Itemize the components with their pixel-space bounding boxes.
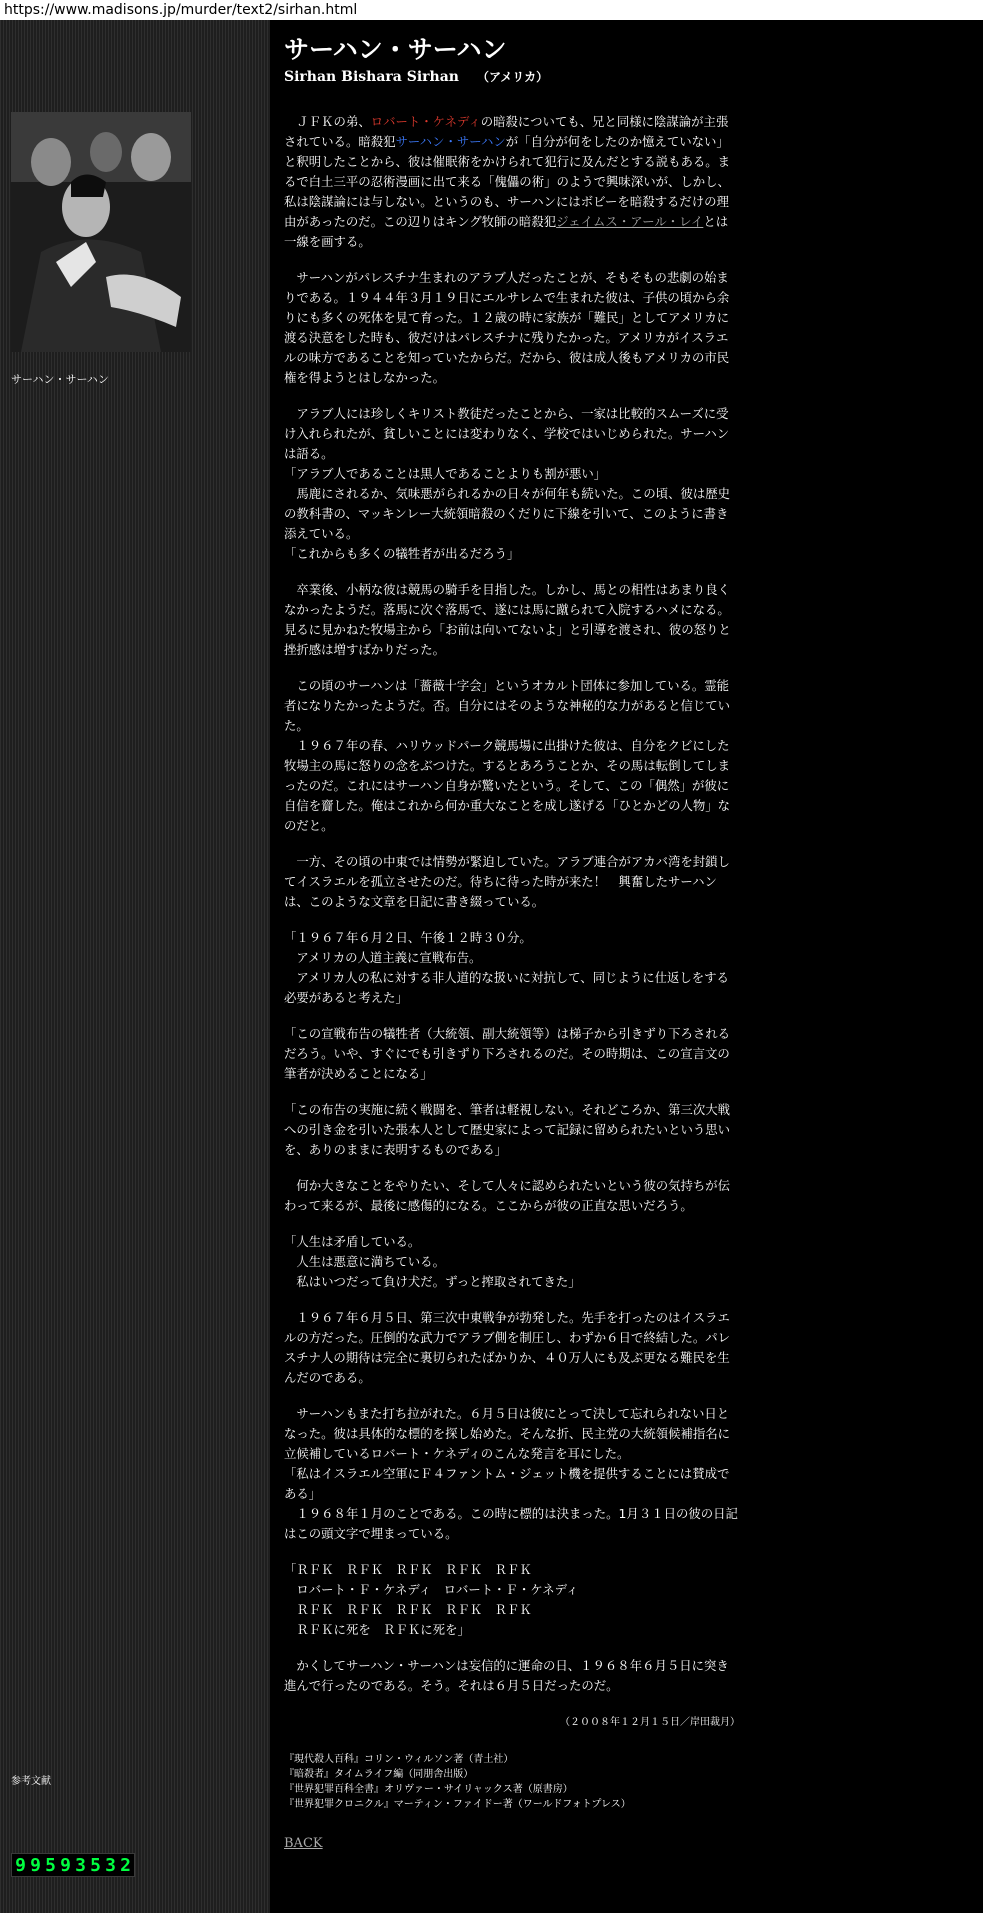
reference-item: 『現代殺人百科』コリン・ウィルソン著（青土社） [284,1754,514,1765]
quote-line: 「ＲＦＫ ＲＦＫ ＲＦＫ ＲＦＫ ＲＦＫ [284,1562,532,1577]
paragraph-text: の暗殺についても、兄と同様に陰謀論が主張されている。暗殺犯 [284,114,729,149]
link-sirhan[interactable]: サーハン・サーハン [395,134,506,149]
paragraph-line: 馬鹿にされるか、気味悪がられるかの日々が何年も続いた。この頃、彼は歴史の教科書の、マッキンレー大統領暗殺のくだりに下線を引いて、このように書き添えている。 [284,486,731,541]
reference-item: 『世界犯罪百科全書』オリヴァー・サイリャックス著（原書房） [284,1784,573,1795]
sirhan-photo [11,112,191,352]
counter-digit: 9 [15,1855,26,1876]
paragraph-commentary: 何か大きなことをやりたい、そして人々に認められたいという彼の気持ちが伝わって来るが、最後に感傷的になる。ここからが彼の正直な思いだろう。 [284,1178,731,1213]
link-robert-kennedy[interactable]: ロバート・ケネディ [370,114,481,129]
paragraph-discrimination [284,404,740,564]
diary-quote-rfk [284,1560,740,1640]
paragraph-target [284,1404,740,1544]
paragraph-line: １９６７年の春、ハリウッドパーク競馬場に出掛けた彼は、自分をクビにした牧場主の馬に怒りの念をぶつけた。するとあろうことか、その馬は転倒してしまったのだ。これにはサーハン自身が驚いたという。そして、この「偶然」が彼に自信を齎した。俺はこれから何か重大なことを成し遂げる「ひとかどの人物」なのだと。 [284,738,731,833]
diary-quote-4 [284,1232,740,1292]
quote-line: アメリカの人道主義に宣戦布告。 [284,950,482,965]
photo-caption: サーハン・サーハン [11,373,109,386]
paragraph-line: この頃のサーハンは「薔薇十字会」というオカルト団体に参加している。霊能者になりたかったようだ。否。自分にはそのような神秘的な力があると信じていた。 [284,678,731,733]
article-date-author: （２００８年１２月１５日／岸田裁月） [560,1717,740,1728]
paragraph-conclusion: かくしてサーハン・サーハンは妄信的に運命の日、１９６８年６月５日に突き進んで行ったのである。そう。それは６月５日だったのだ。 [284,1658,729,1693]
reference-item: 『世界犯罪クロニクル』マーティン・ファイドー著（ワールドフォトプレス） [284,1799,631,1810]
quote-line: 私はいつだって負け犬だ。ずっと搾取されてきた」 [284,1274,581,1289]
counter-digit: 5 [45,1855,56,1876]
page-title: サーハン・サーハン [284,35,507,64]
counter-digit: 9 [30,1855,41,1876]
quote-line: 「私はイスラエル空軍にＦ４ファントム・ジェット機を提供することには賛成である」 [284,1466,730,1501]
counter-digit: 5 [90,1855,101,1876]
reference-item: 『暗殺者』タイムライフ編（同朋舎出版） [284,1769,474,1780]
diary-quote-1 [284,928,740,1008]
paragraph-middle-east: 一方、その頃の中東では情勢が緊迫していた。アラブ連合がアカバ湾を封鎖してイスラエルを孤立させたのだ。待ちに待った時が来た！ 興奮したサーハンは、このような文章を日記に書き綴っている。 [284,854,730,909]
counter-digit: 9 [60,1855,71,1876]
quote-line: 「人生は矛盾している。 [284,1234,421,1249]
references-label: 参考文献 [11,1776,51,1787]
sidebar [0,20,270,1913]
diary-quote-2: 「この宣戦布告の犠牲者（大統領、副大統領等）は梯子から引きずり下ろされるだろう。いや、すぐにでも引きずり下ろされるのだ。その時期は、この宣言文の筆者が決めることになる」 [284,1026,731,1081]
quote-line: 「１９６７年６月２日、午後１２時３０分。 [284,930,532,945]
paragraph-line: アラブ人には珍しくキリスト教徒だったことから、一家は比較的スムーズに受け入れられたが、貧しいことには変わりなく、学校ではいじめられた。サーハンは語る。 [284,406,730,461]
link-james-earl-ray[interactable]: ジェイムス・アール・レイ [556,214,704,229]
quote-line: 「アラブ人であることは黒人であることよりも割が悪い」 [284,466,607,481]
counter-digit: 3 [75,1855,86,1876]
paragraph-line: サーハンもまた打ち拉がれた。６月５日は彼にとって決して忘れられない日となった。彼は具体的な標的を探し始めた。そんな折、民主党の大統領候補指名に立候補しているロバート・ケネディのこんな発言を耳にした。 [284,1406,731,1461]
references-list [284,1752,631,1812]
paragraph-text: が「自分が何をしたのか憶えていない」と釈明したことから、彼は催眠術をかけられて犯行に及んだとする説もある。まるで白土三平の忍術漫画に出て来る「傀儡の術」のようで興味深いが、しかし、私は陰謀論には与しない。というのも、サーハンにはボビーを暗殺するだけの理由があったのだ。この辺りはキング牧師の暗殺犯 [284,134,731,229]
subtitle-country: （アメリカ） [476,70,549,84]
paragraph-jockey: 卒業後、小柄な彼は競馬の騎手を目指した。しかし、馬との相性はあまり良くなかったようだ。落馬に次ぐ落馬で、遂には馬に蹴られて入院するハメになる。見るに見かねた牧場主から「お前は向いてないよ」と引導を渡され、彼の怒りと挫折感は増すばかりだった。 [284,582,731,657]
page-subtitle [284,68,548,85]
paragraph-occult [284,676,740,836]
counter-digit: 2 [120,1855,131,1876]
article-body [284,112,740,1712]
access-counter [11,1853,135,1877]
paragraph-text: ＪＦＫの弟、 [284,114,371,129]
quote-line: アメリカ人の私に対する非人道的な扱いに対抗して、同じように仕返しをする必要があると考えた」 [284,970,729,1005]
paragraph-background: サーハンがパレスチナ生まれのアラブ人だったことが、そもそもの悲劇の始まりである。１９４４年３月１９日にエルサレムで生まれた彼は、子供の頃から余りにも多くの死体を見て育った。１２歳の時に家族が「難民」としてアメリカに渡る決意をした時も、彼だけはパレスチナに残りたかった。アメリカがイスラエルの味方であることを知っていたからだ。だから、彼は成人後もアメリカの市民権を得ようとはしなかった。 [284,270,730,385]
paragraph-text: とは一線を画する。 [284,214,729,249]
address-bar[interactable]: https://www.madisons.jp/murder/text2/sirhan.html [0,0,983,20]
paragraph-line: １９６８年１月のことである。この時に標的は決まった。1月３１日の彼の日記はこの頭文字で埋まっている。 [284,1506,738,1541]
quote-line: ＲＦＫに死を ＲＦＫに死を」 [284,1622,470,1637]
quote-line: 人生は悪意に満ちている。 [284,1254,445,1269]
paragraph-six-day-war: １９６７年６月５日、第三次中東戦争が勃発した。先手を打ったのはイスラエルの方だった。圧倒的な武力でアラブ側を制圧し、わずか６日で終結した。パレスチナ人の期待は完全に裏切られたばかりか、４０万人にも及ぶ更なる難民を生んだのである。 [284,1310,731,1385]
quote-line: ロバート・Ｆ・ケネディ ロバート・Ｆ・ケネディ [284,1582,579,1597]
diary-quote-3: 「この布告の実施に続く戦闘を、筆者は軽視しない。それどころか、第三次大戦への引き金を引いた張本人として歴史家によって記録に留められたいという思いを、ありのままに表明するものである」 [284,1102,731,1157]
counter-digit: 3 [105,1855,116,1876]
quote-line: 「これからも多くの犠牲者が出るだろう」 [284,546,520,561]
quote-line: ＲＦＫ ＲＦＫ ＲＦＫ ＲＦＫ ＲＦＫ [284,1602,532,1617]
paragraph-intro [284,112,740,252]
subtitle-english-name: Sirhan Bishara Sirhan [284,69,459,85]
back-link[interactable]: BACK [284,1836,323,1851]
